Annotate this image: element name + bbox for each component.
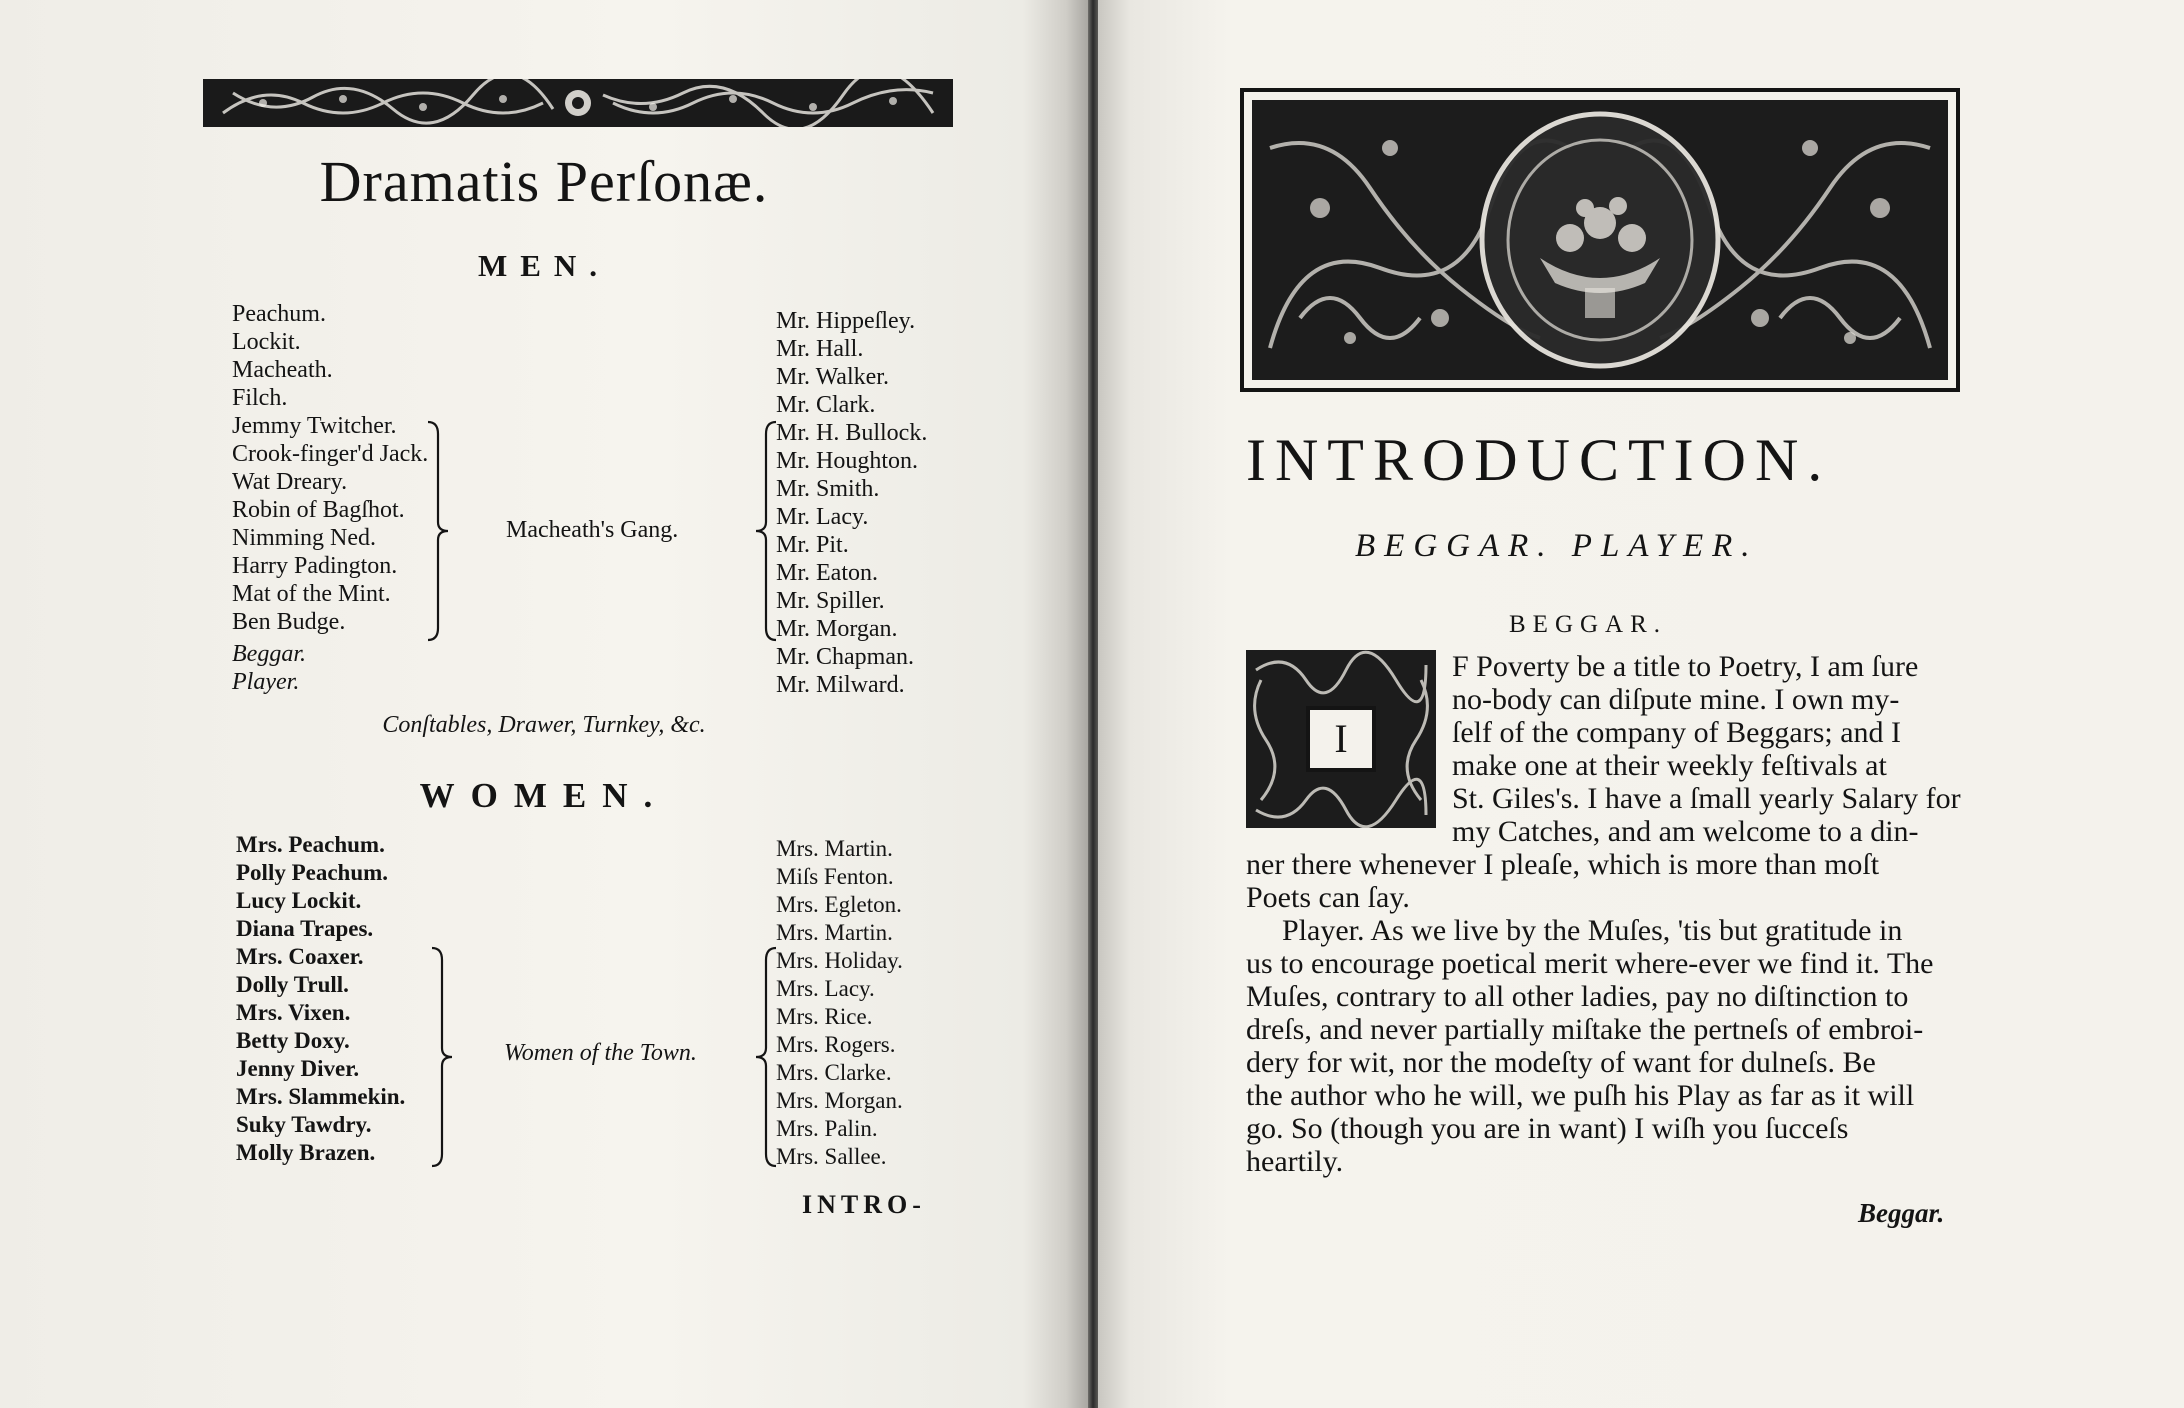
- list-item: Mrs. Martin.: [776, 920, 893, 945]
- gang-group-label: Macheath's Gang.: [506, 517, 679, 543]
- women-heading: WOMEN.: [419, 776, 669, 815]
- headpiece-woodcut-ornament: [1240, 88, 1960, 392]
- beggar-player-subtitle: BEGGAR. PLAYER.: [1355, 528, 1759, 564]
- list-item: Mr. Eaton.: [776, 560, 878, 586]
- town-left-brace: [424, 944, 460, 1170]
- list-item: Mrs. Vixen.: [236, 1000, 351, 1025]
- list-item: Mat of the Mint.: [232, 581, 391, 607]
- list-item: Mrs. Rice.: [776, 1004, 873, 1029]
- list-item: Peachum.: [232, 301, 326, 327]
- list-item: Mr. Hippeſley.: [776, 308, 916, 334]
- text-line: make one at their weekly feſtivals at: [1452, 749, 1887, 782]
- list-item: Lockit.: [232, 329, 301, 355]
- list-item: Mr. Walker.: [776, 364, 889, 390]
- text-line: ſelf of the company of Beggars; and I: [1452, 716, 1902, 749]
- list-item: Mrs. Palin.: [776, 1116, 878, 1141]
- text-line: go. So (though you are in want) I wiſh you ſucceſs: [1246, 1112, 1849, 1145]
- catchword-left: INTRO-: [802, 1190, 926, 1219]
- list-item: Mr. Morgan.: [776, 616, 898, 642]
- list-item: Mrs. Sallee.: [776, 1144, 887, 1169]
- list-item: Mr. Milward.: [776, 672, 905, 698]
- list-item: Mrs. Egleton.: [776, 892, 902, 917]
- list-item: Mrs. Peachum.: [236, 832, 385, 857]
- left-page: [0, 0, 1088, 1408]
- list-item: Mr. Lacy.: [776, 504, 869, 530]
- drop-cap-letter: I: [1334, 716, 1348, 761]
- body-text-indented: [1452, 650, 1961, 848]
- list-item: Beggar.: [232, 641, 306, 667]
- women-actors-list: [776, 835, 903, 1171]
- list-item: Lucy Lockit.: [236, 888, 362, 913]
- list-item: Mrs. Rogers.: [776, 1032, 896, 1057]
- introduction-title: INTRODUCTION.: [1246, 427, 1832, 493]
- list-item: Polly Peachum.: [236, 860, 389, 885]
- list-item: Mrs. Lacy.: [776, 976, 875, 1001]
- gang-left-brace: [420, 418, 456, 644]
- catchword-right: Beggar.: [1858, 1198, 1945, 1228]
- gang-right-brace: [748, 418, 784, 644]
- list-item: Player.: [232, 669, 300, 695]
- list-item: Mrs. Coaxer.: [236, 944, 364, 969]
- list-item: Wat Dreary.: [232, 469, 348, 495]
- text-line: Player. As we live by the Muſes, 'tis but gratitude in: [1282, 914, 1903, 947]
- list-item: Miſs Fenton.: [776, 864, 894, 889]
- extras-line: Conſtables, Drawer, Turnkey, &c.: [382, 712, 706, 738]
- list-item: Jenny Diver.: [236, 1056, 360, 1081]
- women-roles-list: [236, 831, 405, 1167]
- list-item: Mr. Spiller.: [776, 588, 885, 614]
- list-item: Ben Budge.: [232, 609, 346, 635]
- list-item: Dolly Trull.: [236, 972, 349, 997]
- text-line: dery for wit, nor the modeſty of want for dulneſs. Be: [1246, 1046, 1876, 1079]
- list-item: Mr. Hall.: [776, 336, 864, 362]
- list-item: Mrs. Morgan.: [776, 1088, 903, 1113]
- text-line: dreſs, and never partially miſtake the pertneſs of embroi-: [1246, 1013, 1924, 1046]
- list-item: Jemmy Twitcher.: [232, 413, 397, 439]
- text-line: Muſes, contrary to all other ladies, pay no diſtinction to: [1246, 980, 1909, 1013]
- drop-cap-ornament: [1246, 650, 1436, 828]
- body-text-full: [1246, 848, 1934, 1178]
- list-item: Mrs. Martin.: [776, 836, 893, 861]
- list-item: Betty Doxy.: [236, 1028, 350, 1053]
- text-line: St. Giles's. I have a ſmall yearly Salary for: [1452, 782, 1961, 815]
- text-line: no-body can diſpute mine. I own my-: [1452, 683, 1900, 716]
- list-item: Mr. Smith.: [776, 476, 880, 502]
- text-line: the author who he will, we puſh his Play as far as it will: [1246, 1079, 1915, 1112]
- list-item: Nimming Ned.: [232, 525, 376, 551]
- list-item: Macheath.: [232, 357, 333, 383]
- text-line: ner there whenever I pleaſe, which is more than moſt: [1246, 848, 1880, 881]
- headpiece-ornament-band: [203, 79, 953, 127]
- list-item: Molly Brazen.: [236, 1140, 376, 1165]
- men-roles-list: [232, 300, 428, 696]
- list-item: Diana Trapes.: [236, 916, 374, 941]
- list-item: Mr. H. Bullock.: [776, 420, 928, 446]
- list-item: Mrs. Slammekin.: [236, 1084, 406, 1109]
- men-actors-list: [776, 307, 927, 699]
- list-item: Robin of Bagſhot.: [232, 497, 405, 523]
- text-line: us to encourage poetical merit where-ever we find it. The: [1246, 947, 1934, 980]
- book-gutter: [1088, 0, 1098, 1408]
- list-item: Suky Tawdry.: [236, 1112, 372, 1137]
- list-item: Filch.: [232, 385, 288, 411]
- men-heading: MEN.: [477, 248, 611, 283]
- text-line: Poets can ſay.: [1246, 881, 1410, 914]
- list-item: Mr. Houghton.: [776, 448, 919, 474]
- page-title: Dramatis Perſonæ.: [319, 149, 769, 214]
- list-item: Harry Padington.: [232, 553, 398, 579]
- list-item: Mrs. Clarke.: [776, 1060, 892, 1085]
- town-group-label: Women of the Town.: [504, 1040, 697, 1066]
- town-right-brace: [748, 944, 784, 1170]
- text-line: my Catches, and am welcome to a din-: [1452, 815, 1919, 848]
- text-line: heartily.: [1246, 1145, 1344, 1178]
- list-item: Mr. Chapman.: [776, 644, 914, 670]
- list-item: Mrs. Holiday.: [776, 948, 903, 973]
- list-item: Mr. Clark.: [776, 392, 876, 418]
- list-item: Mr. Pit.: [776, 532, 849, 558]
- speaker-label: BEGGAR.: [1509, 611, 1668, 638]
- list-item: Crook-finger'd Jack.: [232, 441, 429, 467]
- text-line: F Poverty be a title to Poetry, I am ſure: [1452, 650, 1919, 683]
